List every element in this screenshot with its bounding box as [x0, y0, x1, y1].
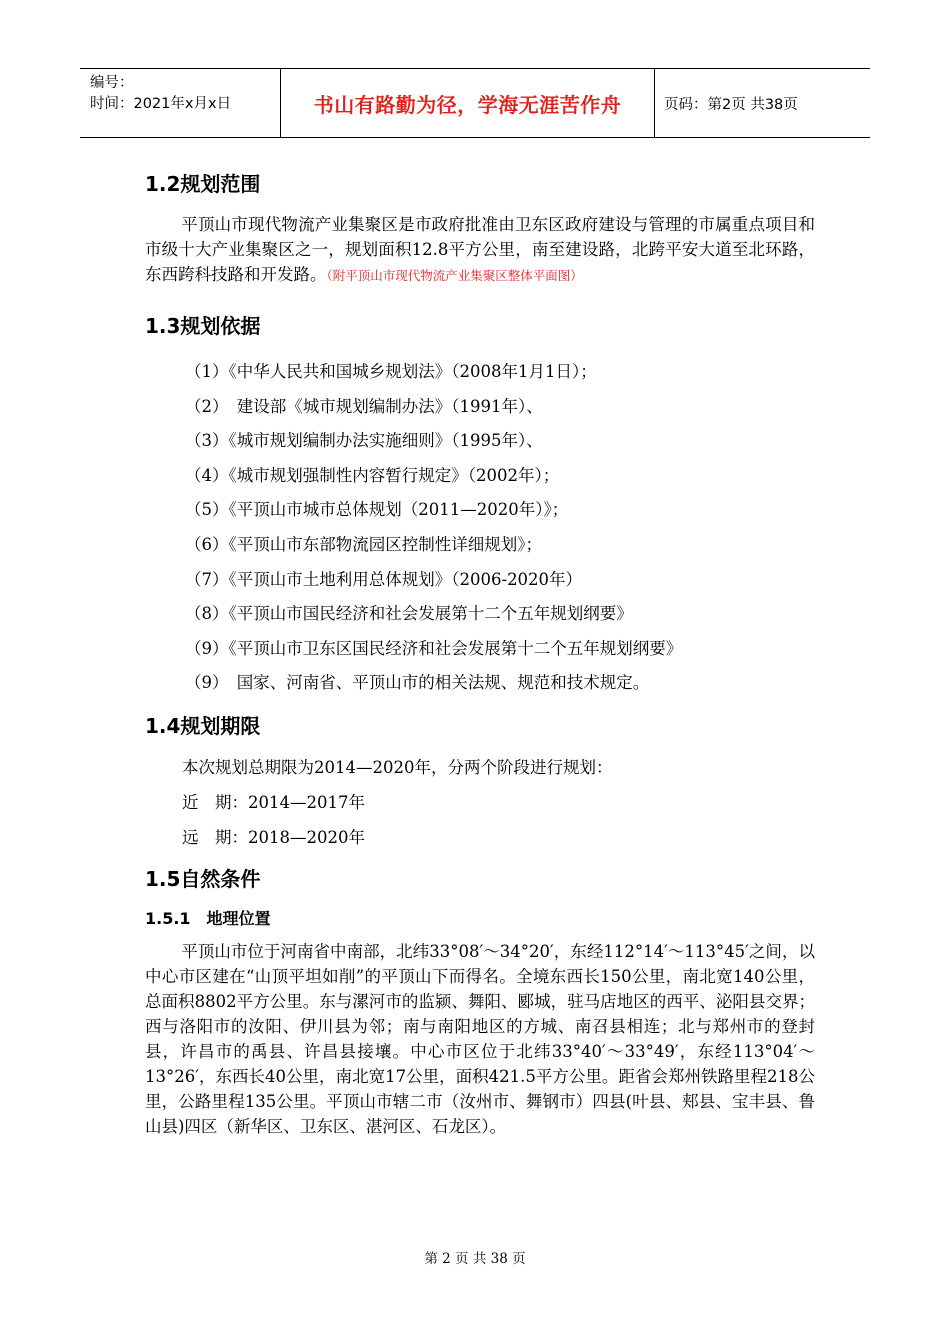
basis-list	[145, 360, 815, 706]
period-line: 本次规划总期限为2014—2020年，分两个阶段进行规划：	[182, 757, 613, 777]
header-page-info: 页码：第2页 共38页	[664, 96, 798, 113]
section-heading-1-3: 1.3规划依据	[145, 314, 261, 338]
section-heading-1-2: 1.2规划范围	[145, 172, 261, 196]
period-line: 近 期：2014—2017年	[182, 792, 365, 812]
location-paragraph: 平顶山市位于河南省中南部，北纬33°08′～34°20′，东经112°14′～113°45′之间，以中心市区建在“山顶平坦如削”的平顶山下而得名。全境东西长150公里，南北宽140公里，总面积8802平方公里。东与漯河市的监颍、舞阳、郾城，驻马店地区的西平、泌阳县交界；西与洛阳市的汝阳、伊川县为邻；南与南阳地区的方城、南召县相连；北与郑州市的登封县，许昌市的禹县、许昌县接壤。中心市区位于北纬33°40′～33°49′，东经113°04′～13°26′，东西长40公里，南北宽17公里，面积421.5平方公里。距省会郑州铁路里程218公里，公路里程135公里。平顶山市辖二市（汝州市、舞钢市）四县(叶县、郏县、宝丰县、鲁山县)四区（新华区、卫东区、湛河区、石龙区）。	[145, 941, 815, 1136]
document-body	[145, 170, 815, 1139]
basis-item: （2） 建设部《城市规划编制办法》（1991年）、	[185, 396, 543, 416]
page-header	[80, 68, 870, 138]
basis-item: （9）《平顶山市卫东区国民经济和社会发展第十二个五年规划纲要》	[185, 638, 683, 658]
basis-item: （3）《城市规划编制办法实施细则》（1995年）、	[185, 431, 543, 451]
basis-item: （4）《城市规划强制性内容暂行规定》（2002年）；	[185, 465, 560, 485]
number-label: 编号：	[90, 75, 134, 91]
section-heading-1-4: 1.4规划期限	[145, 713, 261, 738]
section-heading-1-5: 1.5自然条件	[145, 866, 261, 891]
basis-item: （7）《平顶山市土地利用总体规划》（2006-2020年）	[185, 569, 583, 589]
basis-item: （9） 国家、河南省、平顶山市的相关法规、规范和技术规定。	[185, 673, 650, 693]
period-line: 远 期：2018—2020年	[182, 827, 365, 847]
header-motto: 书山有路勤为径，学海无涯苦作舟	[281, 69, 655, 137]
subsection-heading-1-5-1: 1.5.1 地理位置	[145, 908, 271, 928]
page-footer: 第 2 页 共 38 页	[424, 1251, 526, 1267]
header-left-cell	[80, 69, 281, 137]
date-label: 时间：2021年x月x日	[90, 96, 232, 112]
basis-item: （5）《平顶山市城市总体规划（2011—2020年）》；	[185, 500, 569, 520]
basis-item: （1）《中华人民共和国城乡规划法》（2008年1月1日）；	[185, 362, 597, 381]
basis-item: （6）《平顶山市东部物流园区控制性详细规划》；	[185, 534, 542, 554]
section-1-2-paragraph	[145, 212, 815, 288]
section-1-2-text: 平顶山市现代物流产业集聚区是市政府批准由卫东区政府建设与管理的市属重点项目和市级十大产业集聚区之一，规划面积12.8平方公里，南至建设路，北跨平安大道至北环路，东西跨科技路和开发路。	[145, 215, 815, 284]
basis-item: （8）《平顶山市国民经济和社会发展第十二个五年规划纲要》	[185, 604, 633, 624]
section-1-2-note: （附平顶山市现代物流产业集聚区整体平面图）	[326, 268, 583, 283]
